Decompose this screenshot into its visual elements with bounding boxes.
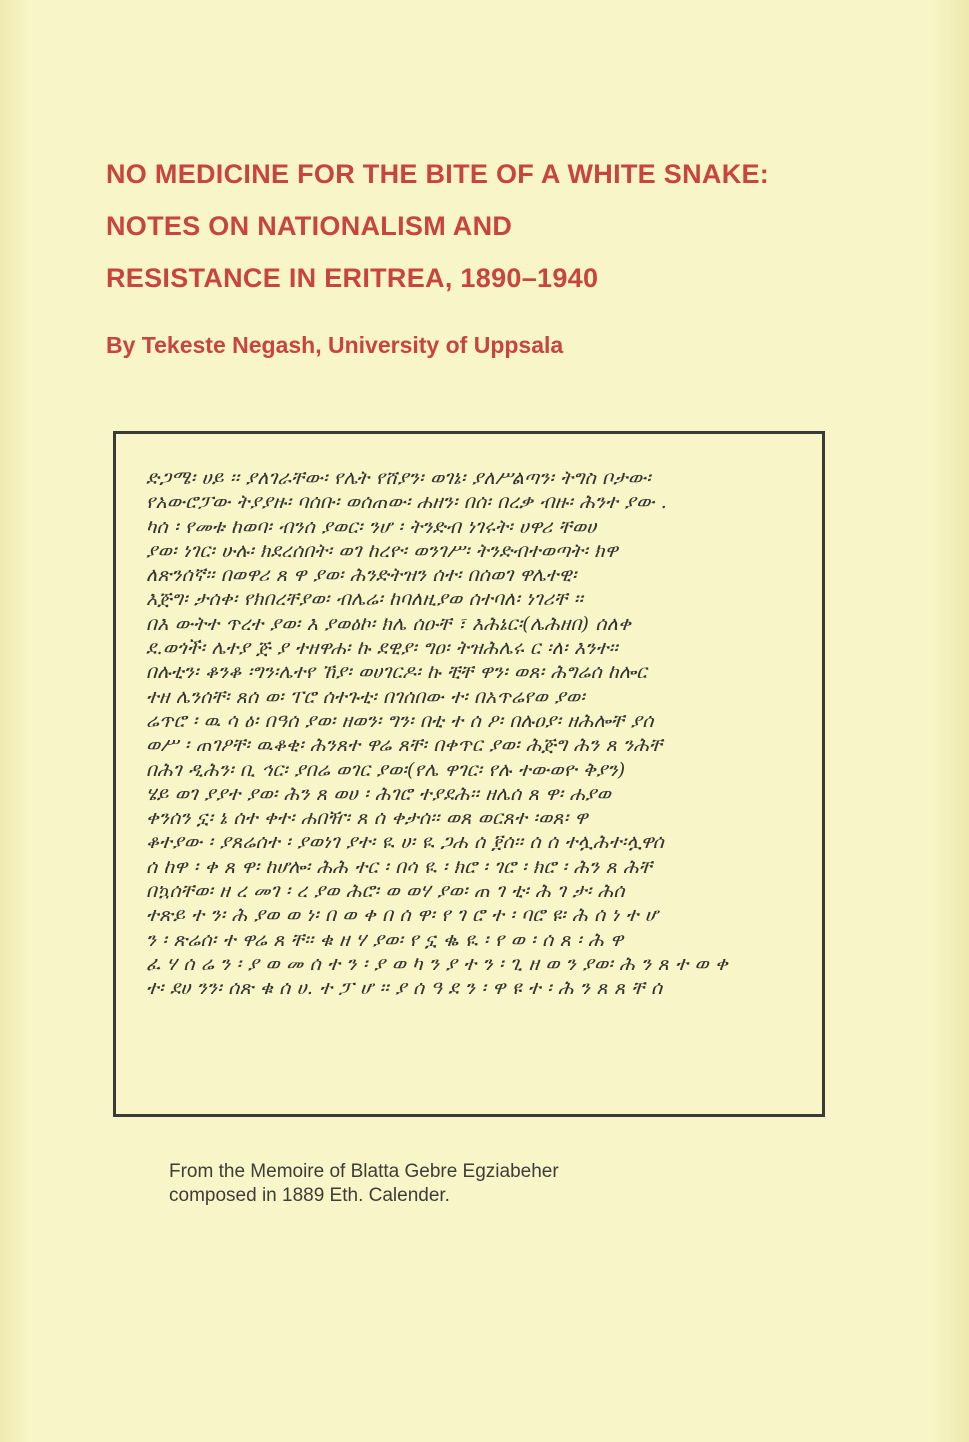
title-line-2: NOTES ON NATIONALISM AND (106, 211, 513, 241)
manuscript-text (146, 466, 808, 1001)
title-line-1: NO MEDICINE FOR THE BITE OF A WHITE SNAKE: (106, 159, 770, 189)
manuscript-line: ለጽንሰኛ፡፡ በወዋሪ ጸ ዋ ያወ፡ ሕንድትዝን ሰተ፡ በሰወገ ዋሌተዊ፡ (146, 564, 577, 587)
article-title (106, 148, 926, 304)
title-line-3: RESISTANCE IN ERITREA, 1890–1940 (106, 263, 599, 293)
manuscript-line: ሰ ከዋ ፡ ቀ ጸ ዋ፡ ከሆሎ፡ ሕሕ ተር ፡ በሳ ዪ ፡ ክሮ ፡ ገሮ ፡ ክሮ ፡ ሕን ጸ ሕቸ (146, 855, 653, 878)
manuscript-line: ተጽይ ተ ን፡ ሕ ያወ ወ ነ፡ በ ወ ቀ በ ሰ ዋ፡ የ ገ ሮ ተ ፡ ባሮ ዩ፡ ሕ ሰ ነ ተ ሆ (146, 904, 659, 927)
manuscript-line: በእ ውትተ ጥረተ ያወ፡ እ ያወዕኮ፡ ክሌ ሰዑቸ ፣ እሕኔር፡(ሌሕዘበ) ሰለቀ (146, 612, 632, 635)
manuscript-caption (169, 1160, 559, 1208)
manuscript-line: ካሰ ፡ የመቱ ከወባ፡ ብንሰ ያወር፡ ንሆ ፡ ትንድብ ነገሩት፡ ሀዋሪ ቸወሀ (146, 515, 597, 538)
manuscript-line: በኳሰቸወ፡ ዘ ረ መገ ፡ ረ ያወ ሕሮ፡ ወ ወሃ ያወ፡ ጠ ገ ቲ፡ ሕ ገ ታ፡ ሕሰ (146, 880, 625, 903)
manuscript-line: ተዘ ሌንሰቸ፡ ጸሰ ወ፡ ፐሮ ሰተጉቲ፡ በገሰበው ተ፡ በአጥሬየወ ያወ፡ (146, 685, 585, 708)
manuscript-line: ፈ ሃ ሰ ሬ ን ፡ ያ ወ መ ሰ ተ ን ፡ ያ ወ ካ ን ያ ተ ን ፡ ጊ ዘ ወ ን ያወ፡ ሕ ን ጸ ተ ወ ቀ (146, 952, 728, 975)
author-byline: By Tekeste Negash, University of Uppsala (106, 332, 564, 358)
manuscript-line: ያወ፡ ነገር፡ ሁሉ፡ ክደረሰበት፡ ወገ ከረዮ፡ ወንገሥ፡ ትንድብተወጣት፡ ክዋ (146, 539, 618, 562)
manuscript-line: በሕገ ዲሕን፡ ቢ ኅር፡ ያበሬ ወገር ያወ፡(የሌ ዋገር፡ የሉ ተውወዮ ቅያን) (146, 758, 626, 781)
manuscript-line: ድጋሜ፡ ሀይ ፡፡ ያለገራቸው፡ የሌት የሸያን፡ ወገኔ፡ ያለሥልጣን፡ ትግስ ቦታው፡ (146, 467, 651, 489)
caption-line-2: composed in 1889 Eth. Calender. (169, 1185, 450, 1206)
manuscript-line: ደ.ወጎች፡ ሌተያ ጅ ያ ተዘዋሐ፡ ኩ ደዊያ፡ ግዐ፡ ትዝሕሌሩ ር ፡ለ፡ እንተ፡፡ (146, 637, 618, 660)
manuscript-line: እጅግ፡ ታሰቀ፡ የክበረቸያወ፡ ብሌሬ፡ ከባለዚያወ ሰተባለ፡ ነገሪቸ ፡፡ (146, 588, 584, 611)
manuscript-line: የአውሮፓው ትያያዙ፡ ባሰቡ፡ ወሰጠው፡ ሐዘን፡ በሰ፡ በረቃ ብዙ፡ ሕንተ ያው . (146, 491, 668, 514)
manuscript-line: በሉቲን፡ ቆንቆ ፡ግን፡ሌተየ ኸያ፡ ወሀገርዶ፡ ኩ ቺቸ ዋን፡ ወጸ፡ ሕግሬሰ ከሎር (146, 661, 647, 684)
manuscript-line: ተ፡ ደሀ ንን፡ ሰጽ ቁ ሰ ሀ. ተ ፓ ሆ ፡፡ ያ ሰ ዓ ደ ን ፡ ዋ ዩ ተ ፡ ሕ ን ጸ ጸ ቸ ሰ (146, 977, 663, 1000)
manuscript-line: ቀንሰን ኗ፡ ኔ ሰተ ቀተ፡ ሐበዥ፡ ጸ ሰ ቀታሰ፡፡ ወጸ ወርጸተ ፡ወጸ፡ ዋ (146, 807, 588, 830)
manuscript-line: ወሥ ፡ ጠገዖቸ፡ ዉቆቂ፡ ሕንጸተ ዋሬ ጸቸ፡ በቀጥር ያወ፡ ሕጅግ ሕን ጸ ንሕቸ (146, 734, 663, 757)
caption-line-1: From the Memoire of Blatta Gebre Egziabeher (169, 1161, 559, 1182)
manuscript-line: ሄይ ወገ ያያተ ያወ፡ ሕን ጸ ወሀ ፡ ሕገሮ ተያደሕ፡፡ ዘሌሰ ጸ ዋ፡ ሐያወ (146, 782, 611, 805)
manuscript-line: ሬጥሮ ፡ ዉ ሳ ዕ፡ በዓሰ ያወ፡ ዘወን፡ ግን፡ በቲ ተ ሰ ዖ፡ በሉዐያ፡ ዘሕሎቸ ያሰ (146, 709, 654, 732)
manuscript-line: ን ፡ ጽሬሰ፡ ተ ዋሬ ጸ ቸ፡፡ ቁ ዘ ሃ ያወ፡ የ ኗ ቈ ዪ ፡ የ ወ ፡ ሰ ጸ ፡ ሕ ዋ (146, 928, 624, 951)
manuscript-line: ቆተያው ፡ ያጸሬሰተ ፡ ያወነገ ያተ፡ ዪ ሀ፡ ዪ ጋሐ ሰ ፻ሰ፡፡ ሰ ሰ ተሏሕተ፡ሏዋሰ (146, 831, 664, 854)
